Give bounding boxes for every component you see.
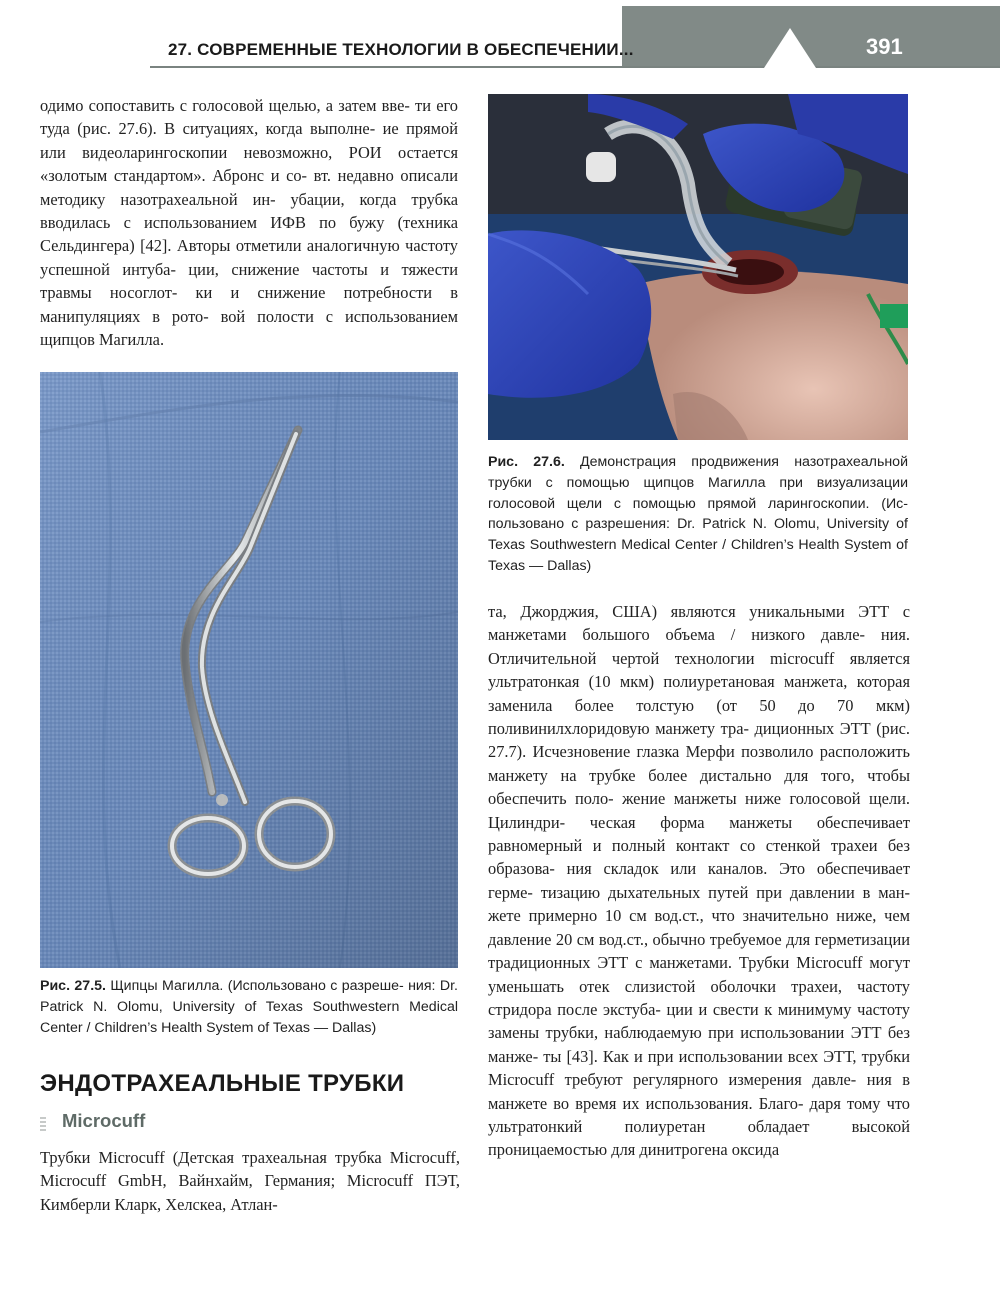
chapter-title: 27. СОВРЕМЕННЫЕ ТЕХНОЛОГИИ В ОБЕСПЕЧЕНИИ... (168, 40, 634, 59)
figure-27-6-caption (488, 452, 908, 577)
figure-magill-forceps-photo (40, 372, 458, 968)
intro-paragraph: одимо сопоставить с голосовой щелью, а затем вве- ти его туда (рис. 27.6). В ситуациях, когда выполне- ие прямой или видеоларингоскопии невозможно, РОИ остается «золотым стандартом». Абронс и со- вт. недавно описали методику назотрахеальной ин- убации, когда трубка вводилась с использованием ИФВ по бужу (техника Сельдингера) [42]. Авторы отметили аналогичную частоту успешной интуба- ции, снижение частоты и тяжести травмы носоглот- ки и снижение потребности в манипуляциях в рото- вой полости с использованием щипцов Магилла. (40, 96, 458, 350)
microcuff-paragraph: Трубки Microcuff (Детская трахеальная трубка Microcuff, Microcuff GmbH, Вайнхайм, Германия; Microcuff ПЭТ, Кимберли Кларк, Хелскеа, Атлан- (40, 1148, 460, 1214)
page-number: 391 (866, 34, 903, 59)
figure-27-6-caption-text: Демонстрация продвижения назотрахеальной трубки с помощью щипцов Магилла при визуализации голосовой щели с помощью прямой ларингоскопии. (Ис- пользовано с разрешения: Dr. Patrick N. Olomu, University of Texas Southwestern Medical Center / Children’s Health System of Texas — Dallas) (488, 454, 908, 574)
figure-27-5-caption (40, 976, 458, 1038)
subheading-marker (40, 1117, 46, 1131)
right-column-paragraph: та, Джорджия, США) являются уникальными ЭТТ с манжетами большого объема / низкого давле- ния. Отличительной чертой технологии microcuff является ультратонкая (10 мкм) полиуретановая манжета, которая заменила более толстую (от 50 до 70 мкм) поливинилхлоридовую манжету тра- диционных ЭТТ (рис. 27.7). Исчезновение глазка Мерфи позволило расположить манжету на трубке более дистально для того, чтобы обеспечить поло- жение манжеты ниже голосовой щели. Цилиндри- ческая форма манжеты обеспечивает равномерный и полный контакт со стенкой трахеи без образова- ния складок или каналов. Это обеспечивает герме- тизацию дыхательных путей при давлении в ман- жете примерно 10 см вод.ст., что значительно ниже, чем давление 20 см вод.ст., обычно требуемое для герметизации традиционных ЭТТ с манжетами. Трубки Microcuff могут уменьшать отек слизистой оболочки трахеи, частоту стридора после экстуба- ции и свести к минимуму частоту замены трубки, наблюдаемую при использовании ЭТТ без манже- ты [43]. Как и при использовании всех ЭТТ, трубки Microcuff требуют регулярного измерения давле- ния в манжете во время их использования. Благо- даря тому что ультратонкий полиуретан обладает высокой проницаемостью для динитрогена оксида (488, 602, 910, 1160)
subheading-microcuff: Microcuff (62, 1110, 146, 1131)
page-header (0, 0, 1000, 72)
figure-intubation-photo (488, 94, 908, 440)
section-heading: ЭНДОТРАХЕАЛЬНЫЕ ТРУБКИ (40, 1070, 405, 1097)
header-triangle-marker (764, 28, 816, 68)
figure-27-5-label: Рис. 27.5. (40, 978, 106, 994)
header-rule (150, 66, 1000, 68)
figure-27-6-label: Рис. 27.6. (488, 454, 565, 470)
figure-27-5-caption-text: Щипцы Магилла. (Использовано с разреше- ния: Dr. Patrick N. Olomu, University of Texas Southwestern Medical Center / Children’s Health System of Texas — Dallas) (40, 978, 458, 1036)
